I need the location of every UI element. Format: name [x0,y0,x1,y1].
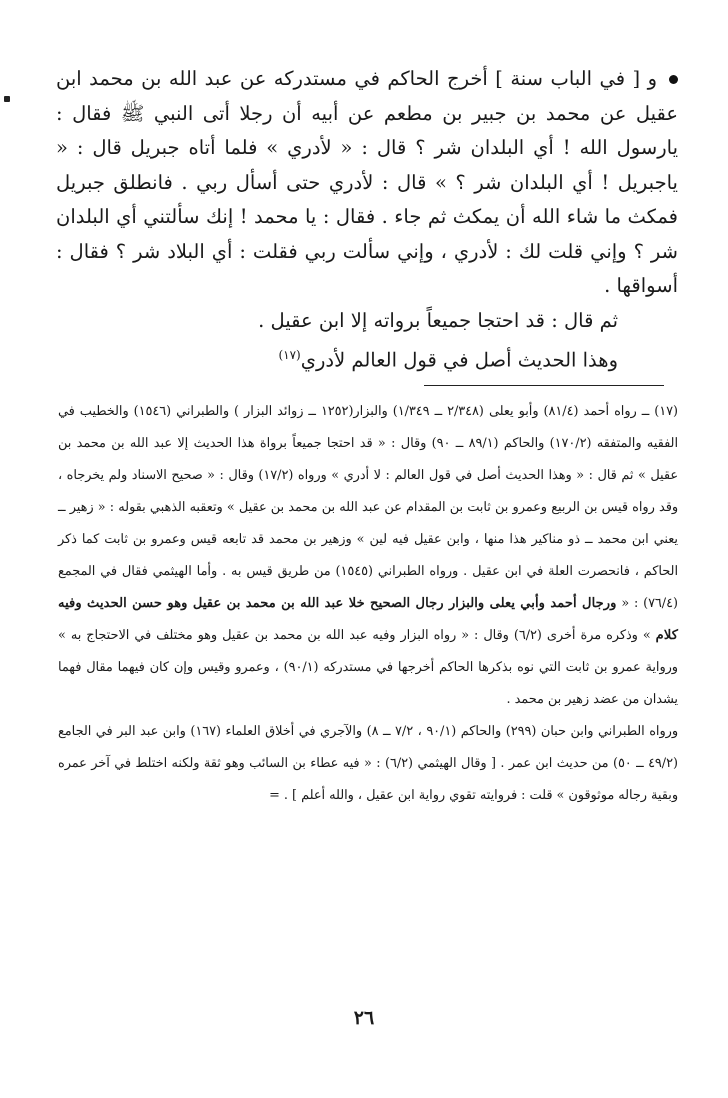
main-paragraph-prefix: و [ في الباب سنة ] أخرج الحاكم في مستدركه عن عبد الله بن محمد [89,67,657,90]
page-number: ٢٦ [353,1007,375,1029]
main-paragraph-body: ابن عقيل عن محمد بن جبير بن مطعم عن أبيه أن رجلا أتى النبي ﷺ فقال : يارسول الله ! أي البلدان شر ؟ قال : « لأدري » فلما أتاه جبريل قال : « ياجبريل ! أي البلدان شر ؟ » قال : لأدري حتى أسأل ربي . فانطلق جبريل فمكث ما شاء الله أن يمكث ثم جاء . فقال : يا محمد ! إنك سألتني أي البلدان شر ؟ وإني قلت لك : لأدري ، وإني سألت ربي فقلت : أي البلاد شر ؟ فقال : أسواقها . [56,67,678,297]
main-paragraph [56,62,678,304]
main-line-then: ثم قال : قد احتجا جميعاً برواته إلا ابن عقيل . [258,308,618,332]
footnote-17-part2: » وذكره مرة أخرى (٦/٢) وقال : « رواه البزار وفيه عبد الله بن محمد بن عقيل وهو مختلف في الاحتجاج به » ورواية عمرو بن ثابت التي نوه بذكرها الحاكم أخرجها في مستدركه (٩٠/١) ، وعمرو وقيس وإن كان فيهما مقال فهما يشدان من عضد زهير بن محمد . [58,628,678,707]
main-line-hadith-text: وهذا الحديث أصل في قول العالم لأدري [300,348,618,372]
margin-mark [4,96,10,102]
footnote-17-part1: (١٧) ــ رواه أحمد (٨١/٤) وأبو يعلى (٢/٣٤٨ ــ ١/٣٤٩) والبزار(١٢٥٢ ــ زوائد البزار ) والطبراني (١٥٤٦) والخطيب في الفقيه والمتفقه (١٧٠/٢) والحاكم (٨٩/١ ــ ٩٠) وقال : « قد احتجا جميعاً برواة هذا الحديث إلا عبد الله بن محمد بن عقيل » ثم قال : « وهذا الحديث أصل في قول العالم : لا أدري » ورواه (١٧/٢) وقال : « صحيح الاسناد ولم يخرجاه ، وقد رواه قيس بن الربيع وعمرو بن ثابت بن المقدام عن عبد الله بن محمد بن عقيل » وتعقبه الذهبي بقوله : « زهير ــ يعني ابن محمد ــ ذو مناكير هذا منها ، وابن عقيل فيه لين » وزهير بن محمد قد تابعه قيس وعمرو بن ثابت كما ذكر الحاكم ، فانحصرت العلة في ابن عقيل . ورواه الطبراني (١٥٤٥) من طريق قيس به . وأما الهيثمي فقال في المجمع (٧٦/٤) : « [58,404,679,611]
bullet-icon [669,75,678,84]
main-line-hadith [56,338,678,378]
footnote-separator [424,385,664,386]
footnote-17-bold-quote: ورجال أحمد وأبي يعلى والبزار رجال الصحيح خلا عبد الله بن محمد بن عقيل وهو حسن الحديث وفيه كلام [58,596,678,643]
main-text [56,62,678,378]
footnote-ref: (١٧) [278,348,301,362]
footnote-17 [58,396,678,716]
footnote-17-second-block: ورواه الطبراني وابن حبان (٢٩٩) والحاكم (٩٠/١ ، ٧/٢ ــ ٨) والآجري في أخلاق العلماء (١٦٧) وابن عبد البر في الجامع (٤٩/٢ ــ ٥٠) من حديث ابن عمر . [ وقال الهيثمي (٦/٢) : « فيه عطاء بن السائب وهو ثقة ولكنه اختلط في آخر عمره وبقية رجاله موثوقون » قلت : فروايته تقوي رواية ابن عقيل ، والله أعلم ] . = [58,724,678,803]
footnotes [58,396,678,812]
